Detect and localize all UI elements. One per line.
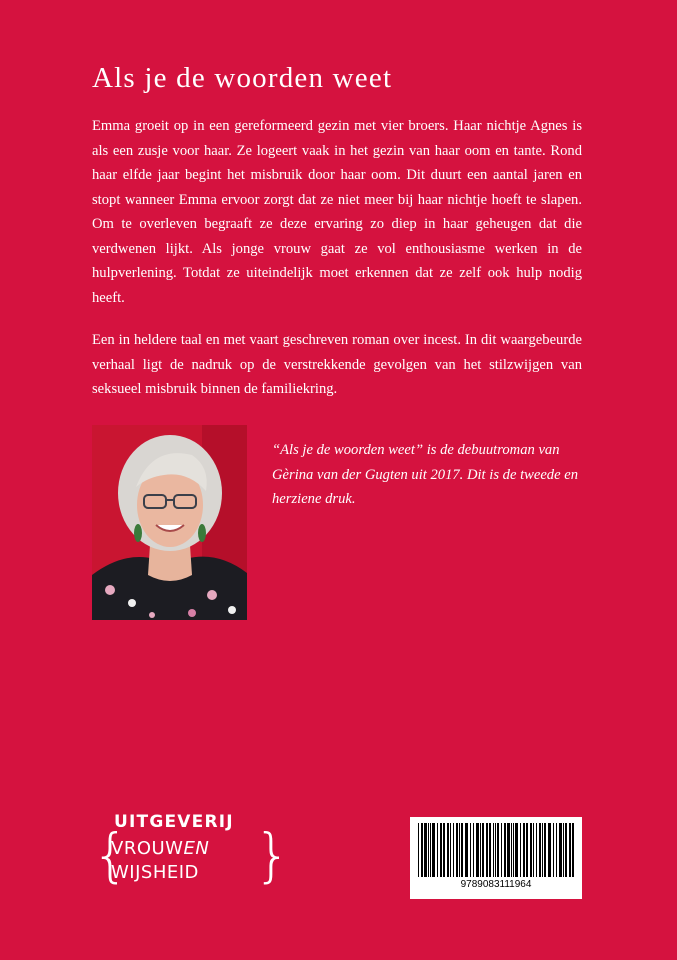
- barcode-bar: [553, 823, 554, 877]
- publisher-logo: [92, 812, 291, 897]
- barcode-bar: [539, 823, 541, 877]
- barcode-bar: [450, 823, 451, 877]
- logo-wijsheid: WIJSHEID: [111, 862, 199, 883]
- barcode-bar: [418, 823, 419, 877]
- barcode-bar: [453, 823, 454, 877]
- isbn-number: 9789083111964: [460, 879, 532, 890]
- barcode-bar: [495, 823, 496, 877]
- barcode-bar: [493, 823, 494, 877]
- summary-paragraph: Een in heldere taal en met vaart geschreven roman over incest. In dit waargebeurde verhaal ligt de nadruk op de verstrekkende gevolgen van het stilzwijgen van seksueel misbruik binnen de familiekring.: [92, 332, 582, 397]
- barcode-bar: [504, 823, 506, 877]
- isbn-barcode: [410, 817, 582, 899]
- barcode-bar: [559, 823, 562, 877]
- barcode-bar: [572, 823, 574, 877]
- book-title: Als je de woorden weet: [92, 62, 393, 94]
- barcode-bar: [470, 823, 471, 877]
- barcode-bar: [501, 823, 502, 877]
- barcode-bar: [430, 823, 431, 877]
- barcode-bars: [410, 817, 582, 879]
- barcode-bar: [536, 823, 537, 877]
- barcode-bar: [530, 823, 532, 877]
- barcode-bar: [511, 823, 512, 877]
- barcode-bar: [465, 823, 468, 877]
- barcode-bar: [476, 823, 479, 877]
- barcode-bar: [432, 823, 435, 877]
- barcode-bar: [459, 823, 460, 877]
- logo-brace-left: {: [92, 821, 129, 889]
- barcode-bar: [513, 823, 514, 877]
- barcode-bar: [548, 823, 551, 877]
- barcode-bar: [473, 823, 474, 877]
- logo-brace-right: }: [254, 821, 291, 889]
- barcode-bar: [533, 823, 534, 877]
- barcode-bar: [520, 823, 521, 877]
- book-note: “Als je de woorden weet” is de debuutroman van Gèrina van der Gugten uit 2017. Dit is de tweede en herziene druk.: [272, 442, 579, 507]
- author-photo: [92, 425, 247, 620]
- barcode-bar: [437, 823, 438, 877]
- logo-uitgeverij: UITGEVERIJ: [114, 812, 234, 832]
- barcode-bar: [424, 823, 427, 877]
- barcode-bar: [515, 823, 518, 877]
- barcode-bar: [443, 823, 445, 877]
- logo-vrouwen: VROUWEN: [111, 838, 210, 859]
- barcode-bar: [447, 823, 449, 877]
- synopsis-paragraph: Emma groeit op in een gereformeerd gezin met vier broers. Haar nichtje Agnes is als een zusje voor haar. Ze logeert vaak in het gezin van haar oom en tante. Rond haar elfde jaar begint het misbruik door haar oom. Dit duurt een aantal jaren en stopt wanneer Emma ervoor zorgt dat ze niet meer bij haar nichtje hoeft te slapen. Om te overleven begraaft ze deze ervaring zo diep in haar geheugen dat die verdwenen lijkt. Als jonge vrouw gaat ze vol enthousiasme werken in de hulpverlening. Totdat ze uiteindelijk moet erkennen dat ze zelf ook hulp nodig heeft.: [92, 118, 582, 306]
- barcode-bar: [544, 823, 546, 877]
- barcode-bar: [565, 823, 567, 877]
- barcode-bar: [456, 823, 458, 877]
- barcode-bar: [542, 823, 543, 877]
- barcode-bar: [556, 823, 557, 877]
- barcode-bar: [480, 823, 481, 877]
- barcode-bar: [526, 823, 528, 877]
- barcode-bar: [482, 823, 484, 877]
- barcode-bar: [523, 823, 525, 877]
- barcode-bar: [563, 823, 564, 877]
- barcode-bar: [421, 823, 423, 877]
- barcode-bar: [440, 823, 442, 877]
- barcode-bar: [461, 823, 463, 877]
- barcode-bar: [507, 823, 510, 877]
- barcode-bar: [486, 823, 488, 877]
- barcode-bar: [428, 823, 429, 877]
- barcode-bar: [569, 823, 571, 877]
- author-portrait-illustration: [92, 425, 247, 620]
- barcode-bar: [489, 823, 491, 877]
- barcode-bar: [497, 823, 499, 877]
